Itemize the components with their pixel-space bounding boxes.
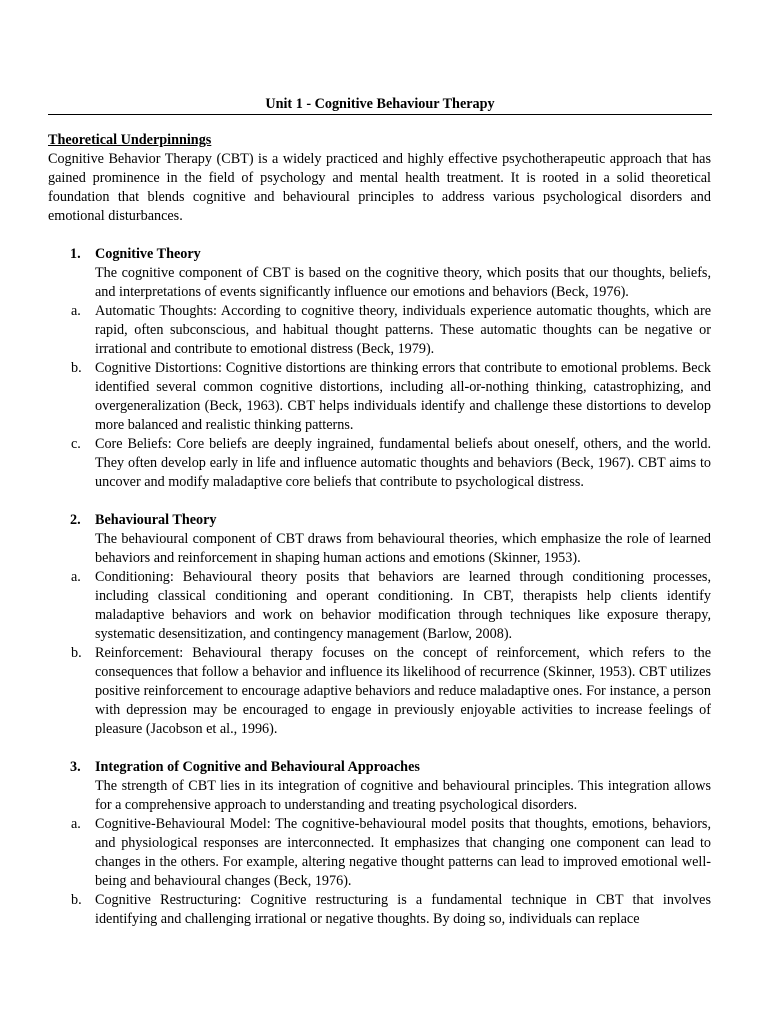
list-item-letter: a.: [71, 569, 81, 585]
list-item: [48, 891, 711, 929]
list-item: [48, 359, 711, 435]
heading-text: Integration of Cognitive and Behavioural Approaches: [95, 759, 420, 775]
list-item-letter: a.: [71, 303, 81, 319]
list-item: [48, 644, 711, 739]
list-item-text: Cognitive Distortions: Cognitive distortions are thinking errors that contribute to emotional problems. Beck identified several common cognitive distortions, including all-or-nothing thinking, catastrophizing, and overgeneralization (Beck, 1963). CBT helps individuals identify and challenge these distortions to develop more balanced and realistic thinking patterns.: [95, 360, 711, 433]
list-item-letter: b.: [71, 360, 82, 376]
list-item-text: Cognitive-Behavioural Model: The cognitive-behavioural model posits that thoughts, emotions, behaviors, and physiological responses are interconnected. It emphasizes that changing one component can lead to changes in the others. For example, altering negative thought patterns can lead to improved emotional well-being and behavioural changes (Beck, 1976).: [95, 816, 711, 889]
heading-text: Cognitive Theory: [95, 246, 201, 262]
section-heading: Theoretical Underpinnings: [48, 132, 212, 148]
section-body: The behavioural component of CBT draws from behavioural theories, which emphasize the role of learned behaviors and reinforcement in shaping human actions and emotions (Skinner, 1953).: [95, 531, 711, 566]
heading-number: 3.: [70, 759, 81, 775]
numbered-heading: [48, 511, 711, 530]
heading-number: 2.: [70, 512, 81, 528]
document-body: [48, 131, 711, 929]
list-item-text: Conditioning: Behavioural theory posits that behaviors are learned through conditioning processes, including classical conditioning and operant conditioning. In CBT, therapists help clients identify maladaptive behaviors and work on behavior modification through techniques like exposure therapy, systematic desensitization, and contingency management (Barlow, 2008).: [95, 569, 711, 642]
list-item-letter: c.: [71, 436, 81, 452]
list-item: [48, 815, 711, 891]
section-behavioural-theory: [48, 511, 711, 739]
list-item-letter: a.: [71, 816, 81, 832]
list-item-letter: b.: [71, 645, 82, 661]
section-body: The cognitive component of CBT is based on the cognitive theory, which posits that our thoughts, beliefs, and interpretations of events significantly influence our emotions and behaviors (Beck, 1976).: [95, 265, 711, 300]
list-item-letter: b.: [71, 892, 82, 908]
intro-paragraph: Cognitive Behavior Therapy (CBT) is a widely practiced and highly effective psychotherapeutic approach that has gained prominence in the field of psychology and mental health treatment. It is rooted in a solid theoretical foundation that blends cognitive and behavioural principles to address various psychological disorders and emotional disturbances.: [48, 151, 711, 224]
document-title: Unit 1 - Cognitive Behaviour Therapy: [265, 96, 495, 112]
list-item-text: Reinforcement: Behavioural therapy focuses on the concept of reinforcement, which refers to the consequences that follow a behavior and influence its likelihood of recurrence (Skinner, 1953). CBT utilizes positive reinforcement to encourage adaptive behaviors and reduce maladaptive ones. For instance, a person with depression may be encouraged to engage in previously enjoyable activities to increase feelings of pleasure (Jacobson et al., 1996).: [95, 645, 711, 737]
list-item-text: Automatic Thoughts: According to cognitive theory, individuals experience automatic thoughts, which are rapid, often subconscious, and habitual thought patterns. These automatic thoughts can be negative or irrational and contribute to emotional distress (Beck, 1979).: [95, 303, 711, 357]
list-item-text: Core Beliefs: Core beliefs are deeply ingrained, fundamental beliefs about oneself, others, and the world. They often develop early in life and influence automatic thoughts and behaviors (Beck, 1967). CBT aims to uncover and modify maladaptive core beliefs that contribute to psychological distress.: [95, 436, 711, 490]
list-item: [48, 568, 711, 644]
heading-text: Behavioural Theory: [95, 512, 217, 528]
section-body: The strength of CBT lies in its integration of cognitive and behavioural principles. This integration allows for a comprehensive approach to understanding and treating psychological disorders.: [95, 778, 711, 813]
numbered-heading: [48, 245, 711, 264]
title-underline-rule: [48, 114, 712, 115]
list-item: [48, 302, 711, 359]
list-item-text: Cognitive Restructuring: Cognitive restructuring is a fundamental technique in CBT that involves identifying and challenging irrational or negative thoughts. By doing so, individuals can replace: [95, 892, 711, 927]
section-spacer: [48, 492, 711, 511]
heading-number: 1.: [70, 246, 81, 262]
section-integration: [48, 758, 711, 929]
list-item: [48, 435, 711, 492]
numbered-heading: [48, 758, 711, 777]
section-spacer: [48, 739, 711, 758]
section-cognitive-theory: [48, 245, 711, 492]
